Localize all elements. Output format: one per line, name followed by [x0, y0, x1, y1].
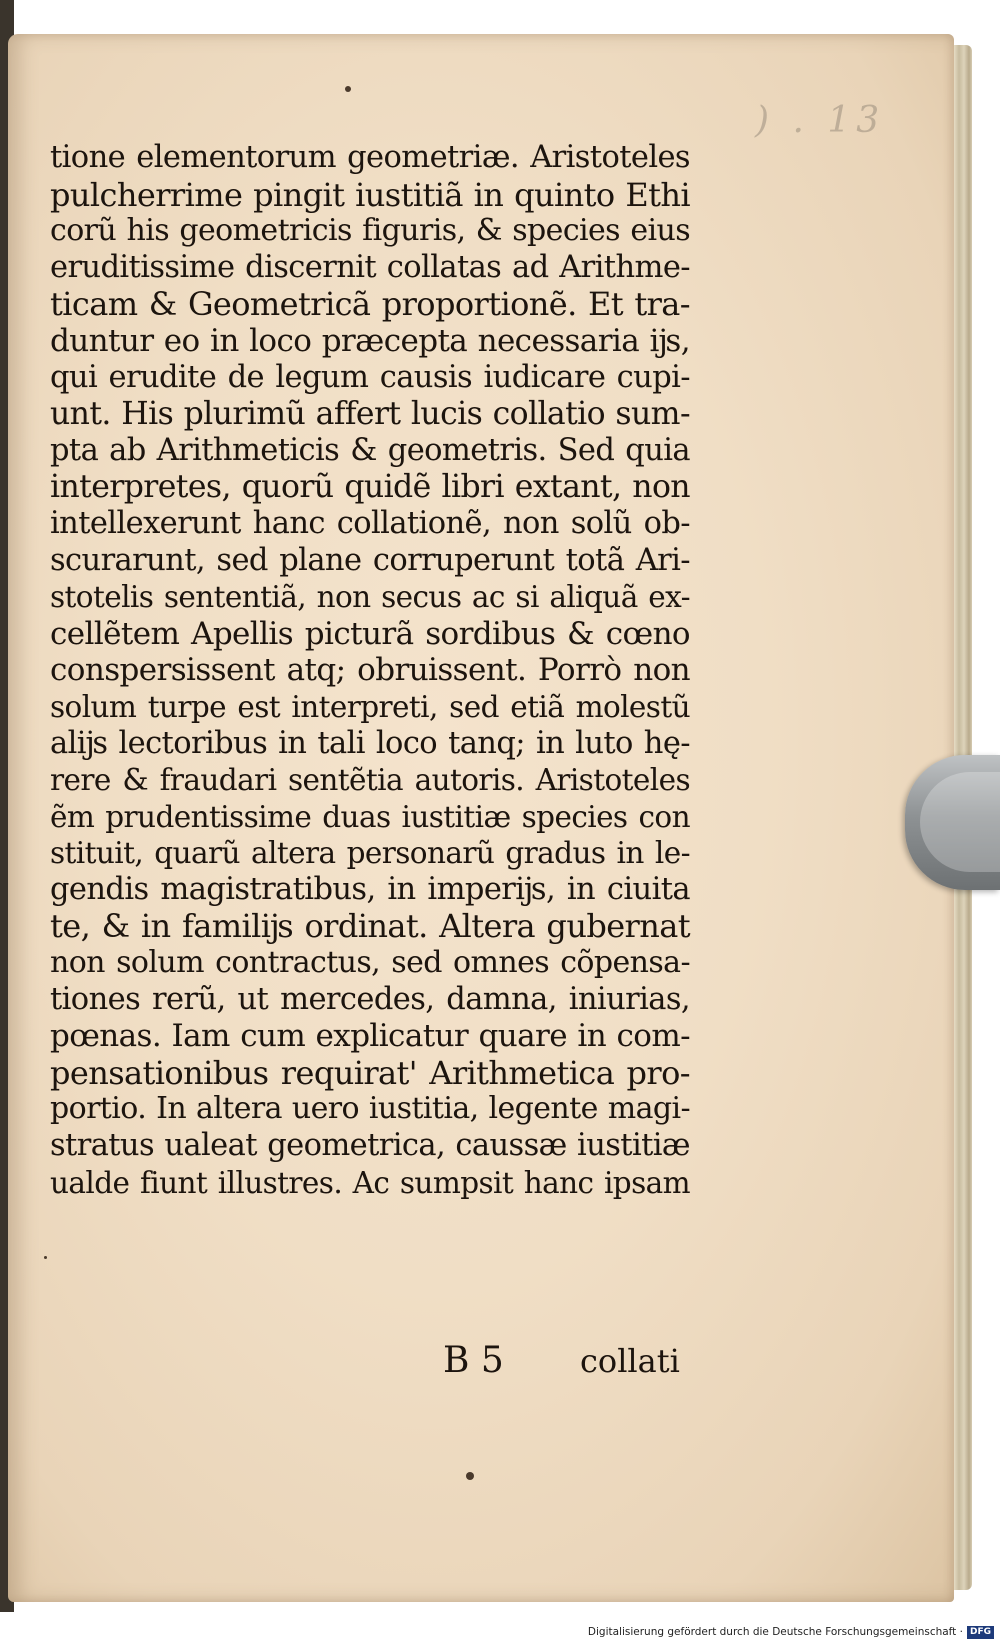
- text-line: cellẽtem Apellis picturã sordibus & cœno: [50, 615, 690, 652]
- text-line: interpretes, quorũ quidẽ libri extant, non: [50, 469, 690, 506]
- text-line: alĳs lectoribus in tali loco tanq; in luto hę-: [50, 725, 690, 761]
- text-line: stituit, quarũ altera personarũ gradus in le-: [50, 836, 690, 871]
- text-line: eruditissime discernit collatas ad Arithme-: [50, 249, 690, 285]
- credit-strip: [588, 1624, 994, 1640]
- text-line: ẽm prudentissime duas iustitiæ species con: [50, 799, 690, 834]
- text-line: pta ab Arithmeticis & geometris. Sed quia: [50, 432, 690, 468]
- text-line: ticam & Geometricã proportionẽ. Et tra-: [50, 285, 690, 324]
- text-line: pulcherrime pingit iustitiã in quinto Ethi: [50, 175, 690, 214]
- text-line: gendis magistratibus, in imperĳs, in ciuita: [50, 871, 690, 907]
- text-line: duntur eo in loco præcepta necessaria ĳs,: [50, 322, 690, 359]
- text-block: [50, 140, 690, 1201]
- ink-fleck: [44, 1256, 47, 1259]
- text-line: qui erudite de legum causis iudicare cupi-: [50, 359, 690, 395]
- text-line: corũ his geometricis figuris, & species eius: [50, 213, 690, 249]
- text-line: pensationibus requirat' Arithmetica pro-: [50, 1053, 690, 1092]
- ink-fleck: [345, 86, 351, 92]
- catchword: collati: [580, 1342, 680, 1380]
- text-line: portio. In altera uero iustitia, legente magi-: [50, 1091, 690, 1127]
- text-line: rere & fraudari sentẽtia autoris. Aristoteles: [50, 763, 690, 798]
- signature-mark: B 5: [443, 1340, 504, 1381]
- text-line: tione elementorum geometriæ. Aristoteles: [50, 140, 690, 175]
- text-line: stratus ualeat geometrica, caussæ iustitiæ: [50, 1128, 690, 1164]
- text-line: intellexerunt hanc collationẽ, non solũ ob-: [50, 505, 690, 541]
- text-line: conspersissent atq; obruissent. Porrò non: [50, 652, 690, 689]
- text-line: tiones rerũ, ut mercedes, damna, iniurias,: [50, 981, 690, 1017]
- text-line: pœnas. Iam cum explicatur quare in com-: [50, 1018, 690, 1055]
- text-line: scurarunt, sed plane corruperunt totã Ari-: [50, 542, 690, 578]
- text-line: te, & in familĳs ordinat. Altera gubernat: [50, 907, 690, 946]
- text-line: ualde fiunt illustres. Ac sumpsit hanc ipsam: [50, 1165, 690, 1200]
- ink-fleck: [466, 1472, 474, 1480]
- text-line: stotelis sententiã, non secus ac si aliquã ex-: [50, 580, 690, 615]
- pencil-folio-mark: ) . 13: [755, 100, 886, 141]
- text-line: non solum contractus, sed omnes cõpensa-: [50, 945, 690, 981]
- text-line: unt. His plurimũ affert lucis collatio sum-: [50, 396, 690, 433]
- dfg-logo: DFG: [967, 1626, 994, 1639]
- credit-text: Digitalisierung gefördert durch die Deutsche Forschungsgemeinschaft ·: [587, 1626, 963, 1638]
- text-line: solum turpe est interpreti, sed etiã molestũ: [50, 689, 690, 724]
